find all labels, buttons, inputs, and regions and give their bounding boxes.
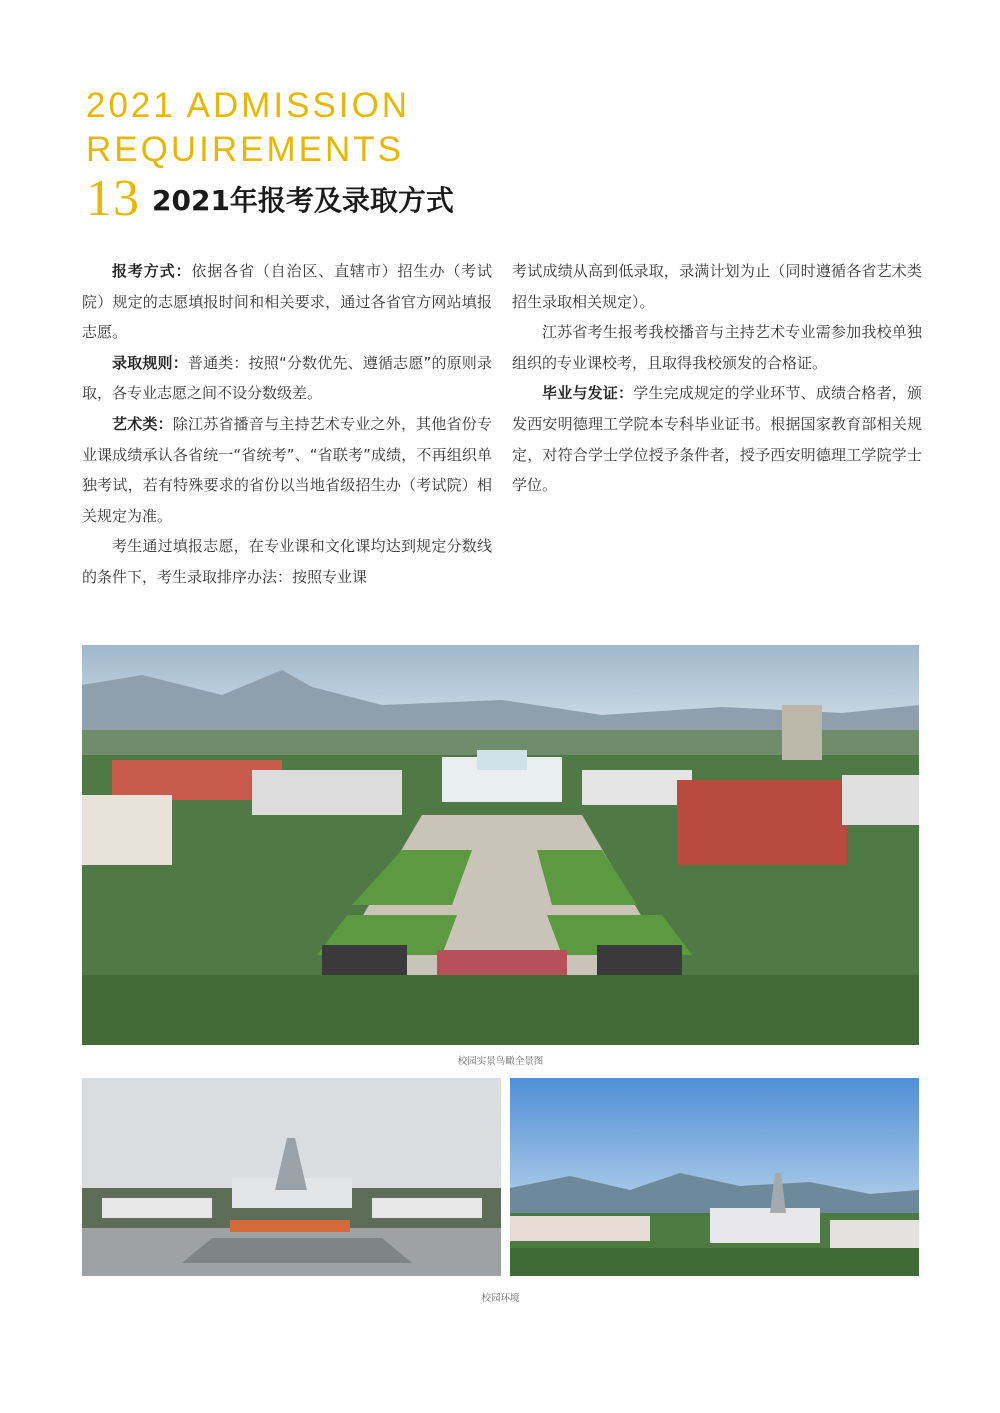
text-admission-rules: 普通类：按照“分数优先、遵循志愿”的原则录取，各专业志愿之间不设分数级差。 xyxy=(82,353,492,403)
right-column xyxy=(512,256,922,501)
text-graduation: 学生完成规定的学业环节、成绩合格者，颁发西安明德理工学院本专科毕业证书。根据国家教育部相关规定，对符合学士学位授予条件者，授予西安明德理工学院学士学位。 xyxy=(512,384,922,495)
paragraph-ranking-cont: 考试成绩从高到低录取，录满计划为止（同时遵循各省艺术类招生录取相关规定）。 xyxy=(512,262,922,311)
caption-main-photo: 校园实景鸟瞰全景图 xyxy=(457,1056,544,1067)
label-graduation: 毕业与发证： xyxy=(542,384,634,403)
title-english-line1: 2021 ADMISSION xyxy=(86,86,411,125)
campus-aerial-photo xyxy=(82,645,919,1045)
paragraph-graduation xyxy=(512,378,922,500)
title-english-line2: REQUIREMENTS xyxy=(86,130,404,169)
label-apply-method: 报考方式： xyxy=(112,262,192,280)
campus-gate-photo xyxy=(82,1078,501,1276)
left-column xyxy=(82,256,492,593)
paragraph-jiangsu: 江苏省考生报考我校播音与主持艺术专业需参加我校单独组织的专业课校考，且取得我校颁发的合格证。 xyxy=(512,323,922,372)
paragraph-ranking: 考生通过填报志愿，在专业课和文化课均达到规定分数线的条件下，考生录取排序办法：按照专业课 xyxy=(82,537,492,586)
text-art-category: 除江苏省播音与主持艺术专业之外，其他省份专业课成绩承认各省统一“省统考”、“省联考”成绩，不再组织单独考试，若有特殊要求的省份以当地省级招生办（考试院）相关规定为准。 xyxy=(82,414,492,525)
text-apply-method: 依据各省（自治区、直辖市）招生办（考试院）规定的志愿填报时间和相关要求，通过各省官方网站填报志愿。 xyxy=(82,262,492,342)
label-art-category: 艺术类： xyxy=(112,414,173,433)
page-title: 2021年报考及录取方式 xyxy=(152,184,454,217)
caption-bottom-photos: 校园环境 xyxy=(481,1293,520,1304)
label-admission-rules: 录取规则： xyxy=(112,353,188,372)
paragraph-apply-method xyxy=(82,256,492,348)
paragraph-admission-rules xyxy=(82,348,492,409)
paragraph-art-category xyxy=(82,409,492,531)
campus-panorama-photo xyxy=(510,1078,919,1276)
section-title xyxy=(86,172,454,226)
page-number: 13 xyxy=(86,170,140,227)
title-english xyxy=(86,84,410,172)
